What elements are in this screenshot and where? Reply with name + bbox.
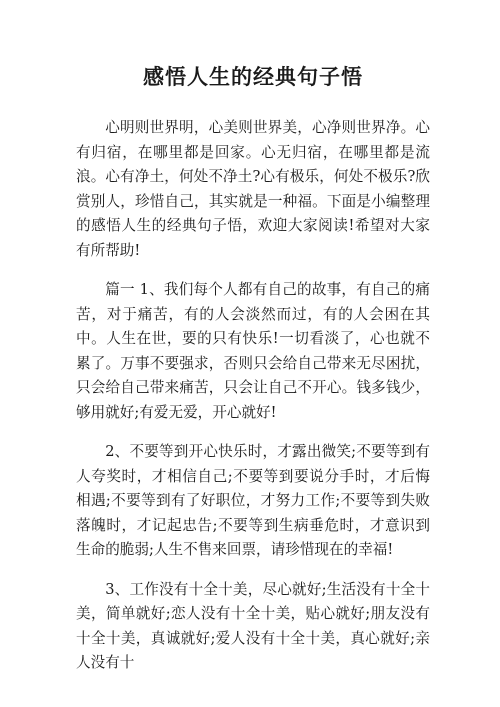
paragraph-3: 3、工作没有十全十美，尽心就好;生活没有十全十美，简单就好;恋人没有十全十美，贴心就好;朋友没有十全十美，真诚就好;爱人没有十全十美，真心就好;亲人没有十 xyxy=(76,580,430,671)
paragraph-1: 篇一 1、我们每个人都有自己的故事，有自己的痛苦，对于痛苦，有的人会淡然而过，有的人会困在其中。人生在世，要的只有快乐!一切看淡了，心也就不累了。万事不要强求，否则只会给自己带来无尽困扰，只会给自己带来痛苦，只会让自己不开心。钱多钱少，够用就好;有爱无爱，开心就好! xyxy=(76,281,430,421)
page-title: 感悟人生的经典句子悟 xyxy=(143,64,363,89)
paragraph-intro: 心明则世界明，心美则世界美，心净则世界净。心有归宿，在哪里都是回家。心无归宿，在哪里都是流浪。心有净土，何处不净土?心有极乐，何处不极乐?欣赏别人，珍惜自己，其实就是一种福。下面是小编整理的感悟人生的经典句子悟，欢迎大家阅读!希望对大家有所帮助! xyxy=(76,119,430,259)
paragraph-2: 2、不要等到开心快乐时，才露出微笑;不要等到有人夸奖时，才相信自己;不要等到要说分手时，才后悔相遇;不要等到有了好职位，才努力工作;不要等到失败落魄时，才记起忠告;不要等到生病垂危时，才意识到生命的脆弱;人生不售来回票，请珍惜现在的幸福! xyxy=(76,443,430,558)
